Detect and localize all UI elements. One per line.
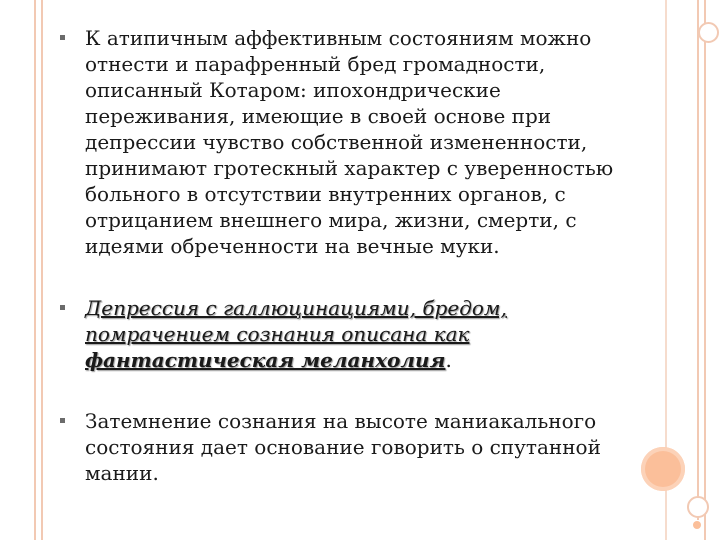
decorative-circle-medium [687, 496, 709, 518]
bullet-square-icon [60, 418, 65, 423]
bullet-text-2-emphasis: фантастическая меланхолия [85, 348, 446, 372]
bullet-text-1: К атипичным аффективным состояниям можно отнести и парафренный бред громадности, описанный Котаром: ипохондрические переживания, имеющие в своей основе при депрессии чувство собственной измененности, принимают гротескный характер с уверенностью больного в отсутствии внутренних органов, с отрицанием внешнего мира, жизни, смерти, с идеями обреченности на вечные муки. [85, 26, 614, 258]
decorative-circle-small [693, 521, 701, 529]
bullet-square-icon [60, 35, 65, 40]
frame-line-left-outer [34, 0, 36, 540]
bullet-text-2-italic: Депрессия с галлюцинациями, бредом, помрачением сознания описана как [85, 296, 507, 346]
bullet-text-3: Затемнение сознания на высоте маниакального состояния дает основание говорить о спутанной мании. [85, 409, 601, 485]
bullet-item-2 [60, 295, 655, 373]
bullet-item-1 [60, 25, 655, 259]
decorative-circle-top [698, 22, 719, 43]
bullet-item-3 [60, 408, 655, 486]
bullet-text-2-end: . [445, 348, 452, 372]
bullet-square-icon [60, 305, 65, 310]
frame-line-right-outer [704, 0, 706, 540]
frame-line-right-inner [697, 0, 699, 520]
bullet-text-2 [85, 295, 655, 373]
frame-line-left-inner [41, 0, 43, 540]
